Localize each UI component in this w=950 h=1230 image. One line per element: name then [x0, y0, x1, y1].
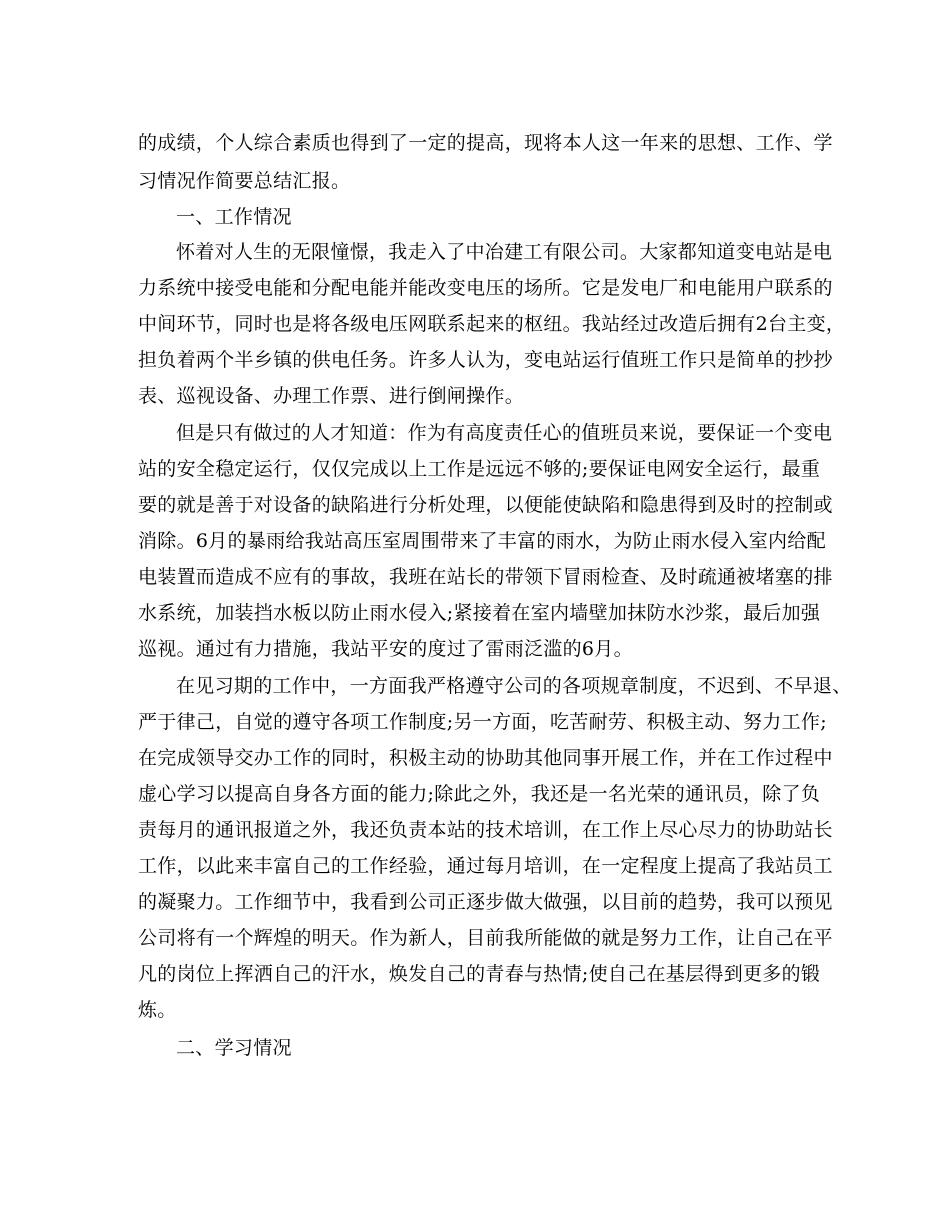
text-line: 水系统，加装挡水板以防止雨水侵入;紧接着在室内墙壁加抹防水沙浆，最后加强: [138, 602, 821, 624]
section-heading-study: 二、学习情况: [176, 1037, 292, 1059]
text-line: 的成绩，个人综合素质也得到了一定的提高，现将本人这一年来的思想、工作、学: [138, 132, 833, 154]
text-line: 要的就是善于对设备的缺陷进行分析处理，以便能使缺陷和隐患得到及时的控制或: [138, 494, 833, 516]
text-line: 担负着两个半乡镇的供电任务。许多人认为，变电站运行值班工作只是简单的抄抄: [138, 349, 833, 371]
text-line: 但是只有做过的人才知道：作为有高度责任心的值班员来说，要保证一个变电: [176, 422, 833, 444]
text-line: 表、巡视设备、办理工作票、进行倒闸操作。: [138, 385, 525, 407]
text-line: 在见习期的工作中，一方面我严格遵守公司的各项规章制度，不迟到、不早退、: [176, 675, 852, 697]
text-line: 巡视。通过有力措施，我站平安的度过了雷雨泛滥的6月。: [138, 638, 633, 660]
text-line: 电装置而造成不应有的事故，我班在站长的带领下冒雨检查、及时疏通被堵塞的排: [138, 566, 833, 588]
text-line: 严于律己，自觉的遵守各项工作制度;另一方面，吃苦耐劳、积极主动、努力工作;: [138, 711, 827, 733]
text-line: 公司将有一个辉煌的明天。作为新人，目前我所能做的就是努力工作，让自己在平: [138, 927, 833, 949]
text-line: 怀着对人生的无限憧憬，我走入了中冶建工有限公司。大家都知道变电站是电: [176, 241, 833, 263]
text-line: 站的安全稳定运行，仅仅完成以上工作是远远不够的;要保证电网安全运行，最重: [138, 458, 821, 480]
text-line: 习情况作简要总结汇报。: [138, 170, 351, 192]
text-line: 在完成领导交办工作的同时，积极主动的协助其他同事开展工作，并在工作过程中: [138, 747, 833, 769]
text-line: 凡的岗位上挥洒自己的汗水，焕发自己的青春与热情;使自己在基层得到更多的锻: [138, 963, 821, 985]
text-line: 工作，以此来丰富自己的工作经验，通过每月培训，在一定程度上提高了我站员工: [138, 855, 833, 877]
text-line: 消除。6月的暴雨给我站高压室周围带来了丰富的雨水，为防止雨水侵入室内给配: [138, 530, 826, 552]
text-line: 责每月的通讯报道之外，我还负责本站的技术培训，在工作上尽心尽力的协助站长: [138, 819, 833, 841]
text-line: 炼。: [138, 999, 177, 1021]
text-line: 中间环节，同时也是将各级电压网联系起来的枢纽。我站经过改造后拥有2台主变，: [138, 313, 846, 335]
text-line: 力系统中接受电能和分配电能并能改变电压的场所。它是发电厂和电能用户联系的: [138, 277, 833, 299]
section-heading-work: 一、工作情况: [176, 206, 292, 228]
text-line: 的凝聚力。工作细节中，我看到公司正逐步做大做强，以目前的趋势，我可以预见: [138, 891, 833, 913]
text-line: 虚心学习以提高自身各方面的能力;除此之外，我还是一名光荣的通讯员，除了负: [138, 783, 821, 805]
